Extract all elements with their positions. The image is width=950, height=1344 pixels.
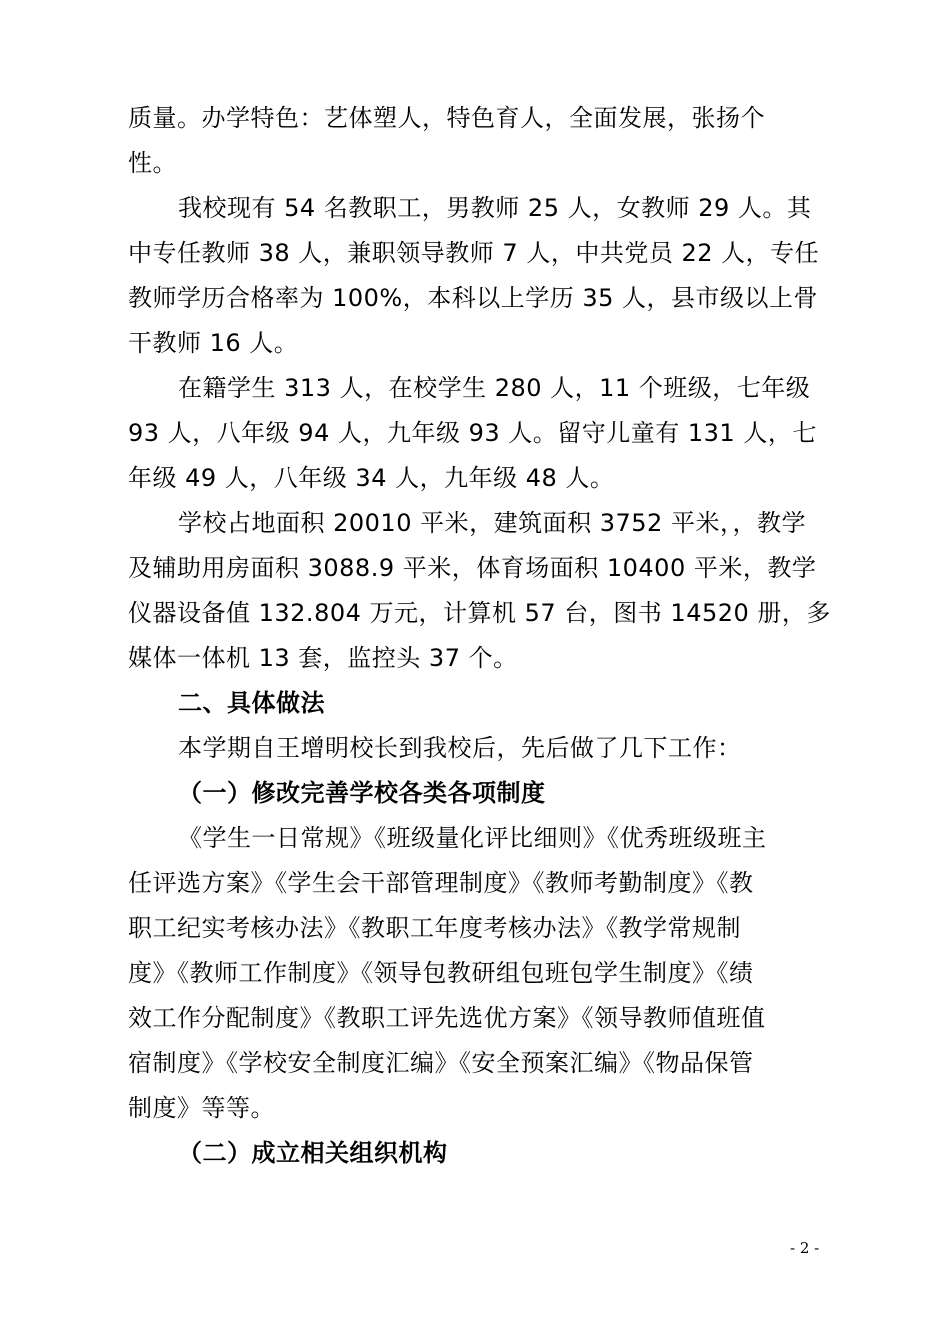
paragraph-text: 学校占地面积 20010 平米，建筑面积 3752 平米，，教学 <box>178 509 806 537</box>
subsection-heading: （二）成立相关组织机构 <box>178 1139 448 1167</box>
paragraph-text: 质量。办学特色：艺体塑人，特色育人，全面发展，张扬个 <box>128 104 765 132</box>
paragraph-text: 中专任教师 38 人，兼职领导教师 7 人，中共党员 22 人，专任 <box>128 239 820 267</box>
paragraph-text: 职工纪实考核办法》《教职工年度考核办法》《教学常规制 <box>128 914 741 942</box>
section-heading: 二、具体做法 <box>178 689 325 717</box>
paragraph-text: 年级 49 人，八年级 34 人，九年级 48 人。 <box>128 464 615 492</box>
paragraph-text: 《学生一日常规》《班级量化评比细则》《优秀班级班主 <box>178 824 767 852</box>
paragraph-text: 度》《教师工作制度》《领导包教研组包班包学生制度》《绩 <box>128 959 754 987</box>
paragraph-text: 本学期自王增明校长到我校后，先后做了几下工作： <box>178 734 742 762</box>
paragraph-text: 在籍学生 313 人，在校学生 280 人，11 个班级，七年级 <box>178 374 811 402</box>
paragraph-text: 宿制度》《学校安全制度汇编》《安全预案汇编》《物品保管 <box>128 1049 754 1077</box>
subsection-heading: （一）修改完善学校各类各项制度 <box>178 779 546 807</box>
paragraph-text: 任评选方案》《学生会干部管理制度》《教师考勤制度》《教 <box>128 869 754 897</box>
paragraph-text: 制度》等等。 <box>128 1094 275 1122</box>
paragraph-text: 教师学历合格率为 100%，本科以上学历 35 人，县市级以上骨 <box>128 284 819 312</box>
paragraph-text: 及辅助用房面积 3088.9 平米，体育场面积 10400 平米，教学 <box>128 554 817 582</box>
paragraph-text: 仪器设备值 132.804 万元，计算机 57 台，图书 14520 册，多 <box>128 599 831 627</box>
page-number: - 2 - <box>790 1239 820 1257</box>
paragraph-text: 性。 <box>128 149 177 177</box>
paragraph-text: 93 人，八年级 94 人，九年级 93 人。留守儿童有 131 人，七 <box>128 419 817 447</box>
paragraph-text: 效工作分配制度》《教职工评先选优方案》《领导教师值班值 <box>128 1004 766 1032</box>
paragraph-text: 媒体一体机 13 套，监控头 37 个。 <box>128 644 518 672</box>
paragraph-text: 我校现有 54 名教职工，男教师 25 人，女教师 29 人。其 <box>178 194 812 222</box>
paragraph-text: 干教师 16 人。 <box>128 329 299 357</box>
